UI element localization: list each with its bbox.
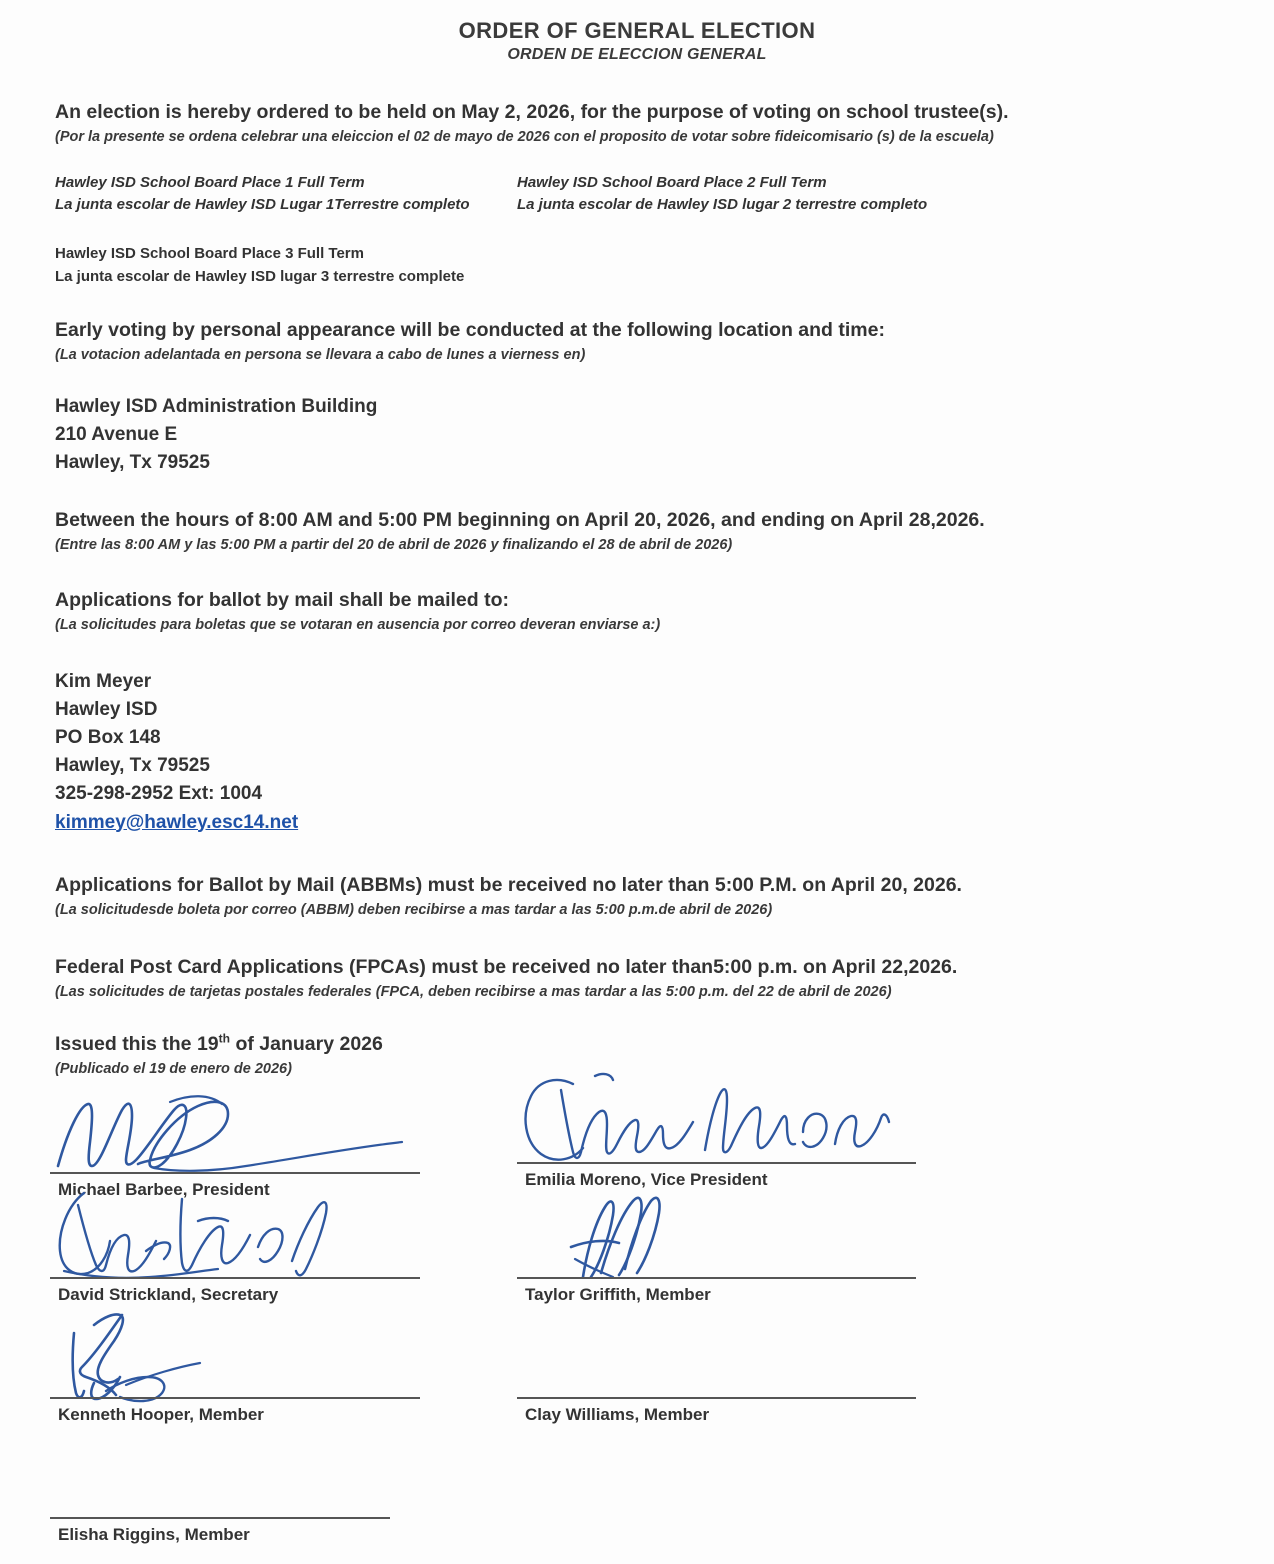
abbm-deadline-spanish: (La solicitudesde boleta por correo (ABBM) deben recibirse a mas tardar a las 5:00 p.m.de abril de 2026) — [55, 901, 773, 918]
ballot-by-mail-english: Applications for ballot by mail shall be mailed to: — [55, 589, 509, 611]
signature-line-secretary — [50, 1277, 420, 1279]
issued-suffix: of January 2026 — [230, 1033, 383, 1055]
place-1-english: Hawley ISD School Board Place 1 Full Term — [55, 174, 365, 191]
signature-line-member-williams — [517, 1397, 916, 1399]
signature-label-member-williams: Clay Williams, Member — [525, 1405, 710, 1424]
title-block — [0, 18, 1274, 64]
signature-slot-vice-president — [517, 1070, 917, 1190]
issued-date — [55, 1032, 383, 1079]
place-2-english: Hawley ISD School Board Place 2 Full Term — [517, 174, 827, 191]
signature-slot-secretary — [50, 1185, 450, 1305]
issued-prefix: Issued this the 19 — [55, 1033, 219, 1055]
signature-ink-emilia-moreno — [517, 1070, 897, 1170]
place-2-spanish: La junta escolar de Hawley ISD lugar 2 terrestre completo — [517, 195, 928, 213]
contact-name: Kim Meyer — [55, 671, 152, 692]
place-3-spanish: La junta escolar de Hawley ISD lugar 3 terrestre complete — [55, 267, 465, 285]
early-voting-spanish: (La votacion adelantada en persona se llevara a cabo de lunes a vierness en) — [55, 346, 586, 363]
contact-email-link[interactable]: kimmey@hawley.esc14.net — [55, 811, 299, 833]
location-line-2: 210 Avenue E — [55, 424, 178, 446]
issued-ordinal: th — [218, 1031, 231, 1046]
early-voting-location — [55, 393, 377, 477]
place-3-english: Hawley ISD School Board Place 3 Full Term — [55, 245, 364, 262]
early-voting-hours — [55, 508, 985, 555]
signature-ink-michael-barbee — [50, 1080, 430, 1180]
place-1 — [55, 172, 470, 216]
signature-line-vice-president — [517, 1162, 916, 1164]
fpca-deadline-english: Federal Post Card Applications (FPCAs) must be received no later than5:00 p.m. on April 22,2026. — [55, 956, 958, 978]
contact-city-state-zip: Hawley, Tx 79525 — [55, 755, 210, 777]
issued-date-english — [55, 1032, 383, 1058]
signature-slot-member-griffith — [517, 1185, 917, 1305]
contact-email-line — [55, 809, 298, 837]
abbm-deadline — [55, 873, 962, 920]
early-voting-english: Early voting by personal appearance will be conducted at the following location and time: — [55, 319, 885, 341]
contact-phone: 325-298-2952 Ext: 1004 — [55, 783, 263, 805]
signature-line-member-griffith — [517, 1277, 916, 1279]
page-title: ORDER OF GENERAL ELECTION — [458, 18, 816, 43]
ballot-by-mail-statement — [55, 588, 660, 635]
place-1-spanish: La junta escolar de Hawley ISD Lugar 1Terrestre completo — [55, 195, 470, 213]
location-line-1: Hawley ISD Administration Building — [55, 396, 378, 417]
signature-line-member-riggins — [50, 1517, 390, 1519]
fpca-deadline — [55, 955, 957, 1002]
contact-org: Hawley ISD — [55, 699, 158, 721]
signature-label-vice-president: Emilia Moreno, Vice President — [525, 1170, 768, 1189]
signature-ink-taylor-griffith — [517, 1185, 897, 1285]
page-subtitle-spanish: ORDEN DE ELECCION GENERAL — [507, 45, 767, 63]
hours-english: Between the hours of 8:00 AM and 5:00 PM beginning on April 20, 2026, and ending on April 28,2026. — [55, 509, 985, 531]
signature-slot-member-hooper — [50, 1305, 450, 1425]
signature-slot-member-williams — [517, 1305, 917, 1425]
ballot-by-mail-contact — [55, 668, 298, 837]
signature-ink-david-strickland — [50, 1185, 430, 1285]
signature-line-member-hooper — [50, 1397, 420, 1399]
ballot-by-mail-spanish: (La solicitudes para boletas que se votaran en ausencia por correo deveran enviarse a:) — [55, 616, 661, 633]
fpca-deadline-spanish: (Las solicitudes de tarjetas postales federales (FPCA, deben recibirse a mas tardar a las 5:00 p.m. del 22 de abril de 2026) — [55, 983, 892, 1000]
signature-slot-member-riggins — [50, 1425, 450, 1545]
signature-label-member-griffith: Taylor Griffith, Member — [525, 1285, 711, 1304]
place-2 — [517, 172, 927, 216]
signature-slot-president — [50, 1080, 450, 1200]
contact-po-box: PO Box 148 — [55, 727, 161, 749]
location-line-3: Hawley, Tx 79525 — [55, 452, 210, 474]
abbm-deadline-english: Applications for Ballot by Mail (ABBMs) must be received no later than 5:00 P.M. on April 20, 2026. — [55, 874, 962, 896]
order-statement-spanish: (Por la presente se ordena celebrar una eleiccion el 02 de mayo de 2026 con el proposito de votar sobre fideicomisario (s) de la escuela) — [55, 128, 994, 145]
order-statement — [55, 100, 1009, 147]
hours-spanish: (Entre las 8:00 AM y las 5:00 PM a partir del 20 de abril de 2026 y finalizando el 28 de abril de 2026) — [55, 536, 733, 553]
early-voting-statement — [55, 318, 885, 365]
signature-ink-kenneth-hooper — [50, 1305, 430, 1405]
signature-label-secretary: David Strickland, Secretary — [58, 1285, 279, 1304]
issued-date-spanish: (Publicado el 19 de enero de 2026) — [55, 1060, 292, 1077]
signature-line-president — [50, 1172, 420, 1174]
place-3 — [55, 243, 464, 288]
signature-label-president: Michael Barbee, President — [58, 1180, 270, 1199]
signature-label-member-hooper: Kenneth Hooper, Member — [58, 1405, 264, 1424]
order-statement-english: An election is hereby ordered to be held on May 2, 2026, for the purpose of voting on school trustee(s). — [55, 101, 1009, 123]
signature-label-member-riggins: Elisha Riggins, Member — [58, 1525, 250, 1544]
